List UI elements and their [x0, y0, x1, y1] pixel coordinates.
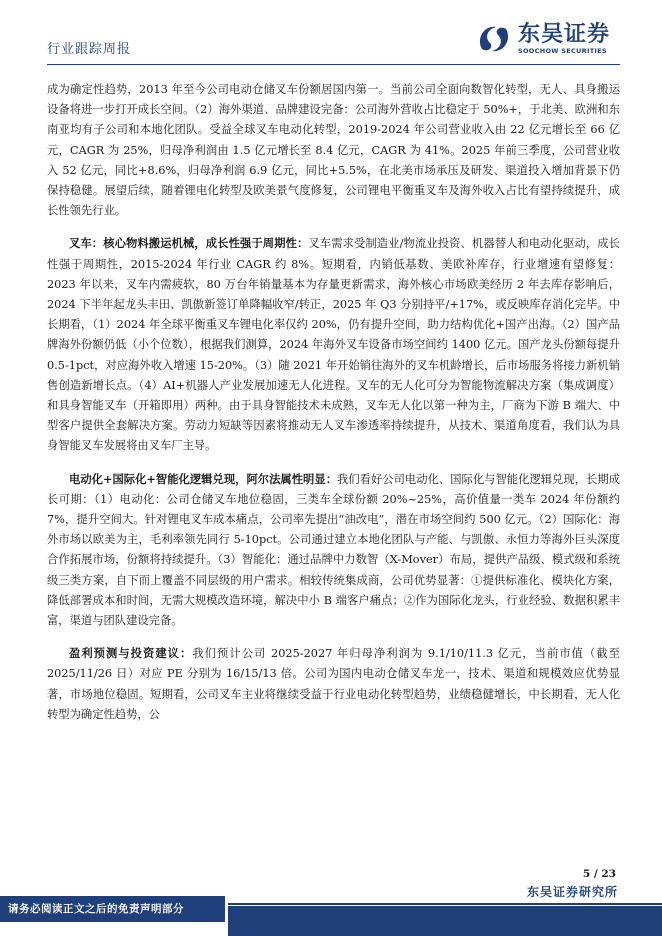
logo-english-name: SOOCHOW SECURITIES — [518, 46, 607, 55]
paragraph-text: 叉车需求受制造业/物流业投资、机器替人和电动化驱动，成长性强于周期性，2015-2024 年行业 CAGR 约 8%。短期看，内销低基数、美欧补库存，行业增速有望修复：2023 年以来，叉车内需疲软，80 万台年销量基本为存量更新需求，海外核心市场欧美经历 2 年去库存影响后，2024 下半年起龙头丰田、凯傲新签订单降幅收窄/转正，2025 年 Q3 分别持平/+17%，或反映库存消化完毕。中长期看，（1）2024 年全球平衡重叉车锂电化率仅约 20%，仍有提升空间，助力结构优化+国产出海。（2）国产品牌海外份额仍低（小个位数），根据我们测算，2024 年海外叉车设备市场空间约 1400 亿元。国产龙头份额每提升 0.5-1pct，对应海外收入增速 15-20%。（3）随 2021 年开始销往海外的叉车机龄增长，后市场服务将接力新机销售创造新增长点。（4）AI+机器人产业发展加速无人化进程。叉车的无人化可分为智能物流解决方案（集成调度）和具身智能叉车（开箱即用）两种。由于具身智能技术未成熟，叉车无人化以第一种为主，厂商为下游 B 端大、中型客户提供全套解决方案。劳动力短缺等因素将推动无人叉车渗透率持续提升，从技术、渠道角度看，我们认为具身智能叉车发展将由叉车厂主导。 — [47, 237, 620, 453]
footer-divider — [228, 903, 662, 905]
body-paragraph — [47, 469, 620, 632]
footer-band — [228, 906, 662, 936]
logo-chinese-name: 东吴证券 — [518, 21, 611, 47]
paragraph-text: 成为确定性趋势，2013 年至今公司电动仓储叉车份额居国内第一。当前公司全面向数智化转型，无人、具身搬运设备将进一步打开成长空间。（2）海外渠道、品牌建设完备：公司海外营收占比稳定于 50%+，于北美、欧洲和东南亚均有子公司和本地化团队。受益全球叉车电动化转型，2019-2024 年公司营业收入由 22 亿元增长至 66 亿元，CAGR 为 25%，归母净利润由 1.5 亿元增长至 8.4 亿元，CAGR 为 41%。2025 年前三季度，公司营业收入 52 亿元，同比+8.6%，归母净利润 6.9 亿元，同比+5.5%，在北美市场承压及研发、渠道投入增加背景下仍保持稳健。展望后续，随着锂电化转型及欧美景气度修复，公司锂电平衡重叉车及海外收入占比有望持续提升，成长性领先行业。 — [47, 83, 620, 218]
body-paragraph — [47, 80, 620, 221]
report-type-label: 行业跟踪周报 — [47, 42, 132, 57]
paragraph-heading: 盈利预测与投资建议： — [69, 646, 193, 661]
paragraph-heading: 叉车：核心物料搬运机械，成长性强于周期性： — [69, 236, 309, 251]
paragraph-text: 我们预计公司 2025-2027 年归母净利润为 9.1/10/11.3 亿元，当前市值（截至 2025/11/26 日）对应 PE 分别为 16/15/13 倍。公司为国内电动仓储叉车龙一，技术、渠道和规模效应优势显著，市场地位稳固。短期看，公司叉车主业将继续受益于行业电动化转型趋势，业绩稳健增长，中长期看，无人化转型为确定性趋势，公 — [47, 647, 620, 721]
header-divider — [47, 64, 620, 65]
company-logo — [474, 18, 624, 60]
soochow-logo-icon — [474, 19, 514, 59]
page-number: 5 / 23 — [582, 868, 616, 880]
paragraph-text: 我们看好公司电动化、国际化与智能化逻辑兑现，长期成长可期：（1）电动化：公司仓储叉车地位稳固，三类车全球份额 20%~25%，高价值量一类车 2024 年份额约 7%，提升空间大。针对锂电叉车成本痛点，公司率先提出“油改电”，潜在市场空间约 500 亿元。（2）国际化：海外市场以欧美为主，毛利率领先同行 5-10pct。公司通过建立本地化团队与产能、与凯傲、永恒力等海外巨头深度合作拓展市场，份额将持续提升。（3）智能化：通过品牌中力数智（X-Mover）布局，提供产品级、模式级和系统级三类方案，自下而上覆盖不同层级的用户需求。相较传统集成商，公司优势显著：①提供标准化、模块化方案，降低部署成本和时间，无需大规模改造环境，解决中小 B 端客户痛点；②作为国际化龙头，行业经验、数据积累丰富，渠道与团队建设完备。 — [47, 472, 620, 628]
body-paragraph — [47, 643, 620, 725]
research-institute-name: 东吴证券研究所 — [526, 885, 618, 899]
body-paragraph — [47, 233, 620, 456]
report-body — [47, 80, 620, 737]
disclaimer-bar: 请务必阅读正文之后的免责声明部分 — [0, 896, 225, 922]
paragraph-heading: 电动化+国际化+智能化逻辑兑现，阿尔法属性明显： — [69, 471, 338, 486]
